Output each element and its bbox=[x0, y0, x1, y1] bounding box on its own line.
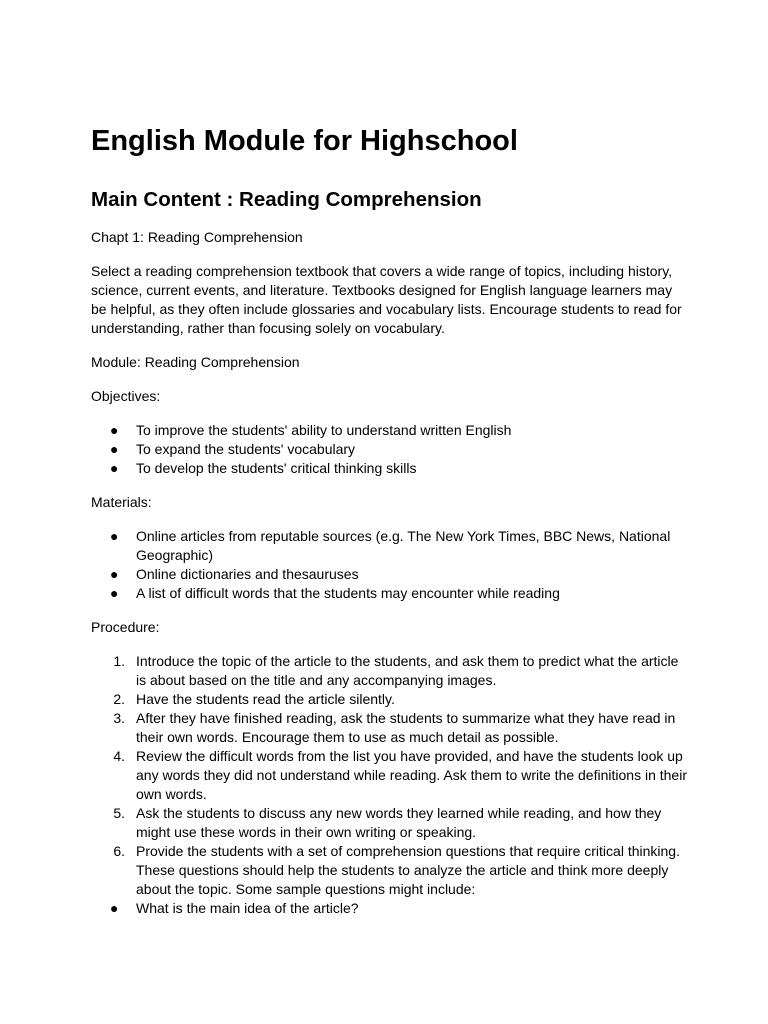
list-item: 4. Review the difficult words from the list you have provided, and have the students look up any words they did not understand while reading. Ask them to write the definitions in their own words. bbox=[91, 747, 691, 804]
list-item: ● A list of difficult words that the students may encounter while reading bbox=[110, 585, 560, 601]
module-label: Module: Reading Comprehension bbox=[91, 354, 300, 370]
step-number: 2. bbox=[113, 691, 125, 707]
list-item: ● To develop the students' critical thinking skills bbox=[110, 460, 417, 476]
step-number: 1. bbox=[113, 653, 125, 669]
procedure-list bbox=[91, 652, 691, 899]
document-title: English Module for Highschool bbox=[91, 125, 518, 157]
bullet-icon: ● bbox=[110, 460, 119, 476]
step-number: 6. bbox=[113, 843, 125, 859]
list-item: ● Online dictionaries and thesauruses bbox=[110, 566, 359, 582]
bullet-icon: ● bbox=[110, 441, 119, 457]
list-item: ● What is the main idea of the article? bbox=[110, 900, 359, 916]
list-item: 3. After they have finished reading, ask the students to summarize what they have read in their own words. Encourage them to use as much detail as possible. bbox=[91, 709, 691, 747]
document-subtitle: Main Content : Reading Comprehension bbox=[91, 188, 482, 211]
materials-list bbox=[91, 527, 691, 603]
list-item: 6. Provide the students with a set of comprehension questions that require critical thinking. These questions should help the students to analyze the article and think more deeply about the topic. Some sample questions might include: bbox=[91, 842, 691, 899]
materials-label: Materials: bbox=[91, 494, 152, 510]
procedure-label: Procedure: bbox=[91, 619, 160, 635]
list-item: 1. Introduce the topic of the article to the students, and ask them to predict what the article is about based on the title and any accompanying images. bbox=[91, 652, 691, 690]
sample-questions-list bbox=[91, 899, 691, 918]
list-item: 2. Have the students read the article silently. bbox=[91, 690, 691, 709]
bullet-icon: ● bbox=[110, 422, 119, 438]
list-item: 5. Ask the students to discuss any new words they learned while reading, and how they might use these words in their own writing or speaking. bbox=[91, 804, 691, 842]
bullet-icon: ● bbox=[110, 528, 119, 544]
intro-paragraph: Select a reading comprehension textbook that covers a wide range of topics, including history, science, current events, and literature. Textbooks designed for English language learners may be helpful, as they often include glossaries and vocabulary lists. Encourage students to read for understanding, rather than focusing solely on vocabulary. bbox=[91, 263, 682, 336]
document-body bbox=[91, 122, 691, 918]
step-number: 3. bbox=[113, 710, 125, 726]
chapter-heading: Chapt 1: Reading Comprehension bbox=[91, 229, 303, 245]
list-item: ● To improve the students' ability to understand written English bbox=[110, 422, 512, 438]
bullet-icon: ● bbox=[110, 900, 119, 916]
objectives-label: Objectives: bbox=[91, 388, 161, 404]
step-number: 5. bbox=[113, 805, 125, 821]
objectives-list bbox=[91, 421, 691, 478]
bullet-icon: ● bbox=[110, 566, 119, 582]
list-item: ● Online articles from reputable sources (e.g. The New York Times, BBC News, National Geographic) bbox=[110, 528, 671, 563]
bullet-icon: ● bbox=[110, 585, 119, 601]
list-item: ● To expand the students' vocabulary bbox=[110, 441, 356, 457]
step-number: 4. bbox=[113, 748, 125, 764]
